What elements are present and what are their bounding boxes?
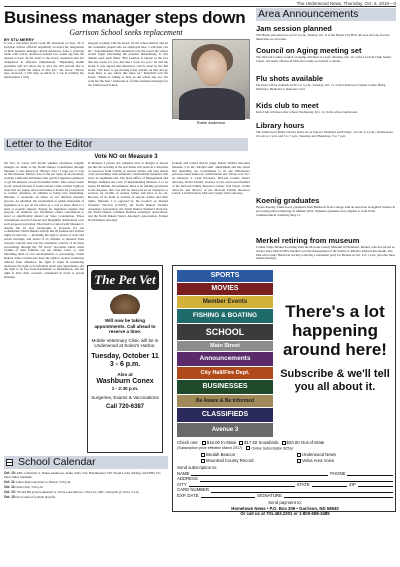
option-out-of-state-checkbox[interactable]	[282, 441, 286, 445]
area-body-jam: The Hazen jam session is set for 6 p.m., Sunday, Oct. 9, at the Hazen City Hall. All area and out-of-town musicians are welcome.	[256, 33, 390, 41]
payment-address: Hometown News • P.O. Box 309 • Garrison, ND 58540	[231, 505, 339, 511]
lead-headline: Business manager steps down	[4, 8, 246, 27]
option-online-label: Online Subscription $25/yr	[251, 445, 294, 450]
field-name-input[interactable]	[191, 472, 328, 477]
area-body-council: The McLean County Council on Aging will meet at 1 p.m., Monday, Oct. 10, at the Lewis & Clark Senior Center. All senior citizens in McLean County are invited to attend.	[256, 55, 392, 63]
calendar-icon	[6, 459, 13, 466]
field-address-label: ADDRESS	[177, 476, 198, 482]
subscription-ad	[172, 265, 396, 517]
field-state-label: STATE	[296, 481, 310, 487]
petvet-line-1: Will now be taking appointments. Call ahead to reserve a time.	[94, 318, 156, 335]
field-card-label: CARD NUMBER	[177, 487, 209, 493]
paper-underwood-checkbox[interactable]	[297, 453, 301, 457]
send-to-label: Send subscription to:	[177, 465, 218, 471]
collage-avenue: Avenue 3	[177, 423, 273, 437]
lead-column-2: enjoyed working with the board, for the school district and all the wonderful people who are employed here. I will miss you all." Superintendent Nick Klemisch told the board the school would begin advertising the position immediately. It will remain open until filled. "Her position is unique in the fact that she works for you, just like I work for you," he told the board. It was agreed that interviews will be done by the full board. "We have to get moving fairly quickly on this and go from there to see where this takes us," Klemisch told the board. "Robin is willing to help us out where she can. We want her the best." Anderson is a former business manager for the Underwood School.	[88, 42, 168, 87]
letter-column-3: General and retired district judge Robert Wefald describes Measure 3 as the "kitchen sink" amendment and has stated that amending our Constitution to fit one billionaire's personal cause makes no constitutional law. Please vote "no" on Measure 3. Ladd Erickson, McLean County State's Attorney. David Lindell, attorney at law, and board member of the McLean Family Resource Center. Jodi Olson, victim advocate and director of the McLean Family Resource Center. Ladd Erickson, McLean County state's attorney	[172, 162, 250, 196]
option-out-of-state-label: $20.00 Out-of-State	[286, 440, 325, 445]
option-in-state-checkbox[interactable]	[202, 441, 206, 445]
list-item: Oct. 11: junior high volleyball vs. Hazen, 3:30 p.m.	[4, 479, 72, 484]
collage-be-aware: Be Aware & Be Informed	[177, 395, 273, 407]
collage-movies: MOVIES	[177, 283, 273, 295]
petvet-ad	[87, 265, 163, 453]
petvet-date: Tuesday, October 11	[91, 352, 159, 360]
koenig-heading: Koenig graduates	[256, 196, 320, 205]
petvet-line-2: Mobile Veterinary Clinic will be in Underwood at Soleo's Harbor.	[91, 337, 159, 349]
collage-classifieds: CLASSIFIEDS	[177, 408, 273, 422]
school-calendar-title: School Calendar	[4, 456, 168, 469]
list-item: Oct. 10: ABC volleyball vs. Drake-Anamoose, home; Kids; Star; Bandmasters; Fall; North Lucky Stirling, fun ENRL Flo Show Shine Sunshine	[4, 471, 161, 479]
area-heading-jam: Jam session planned	[256, 24, 332, 33]
option-snowbirds-label: $17.50 Snowbirds	[244, 440, 279, 445]
field-phone-input[interactable]	[347, 472, 393, 477]
petvet-time: 3 - 6 p.m.	[109, 360, 141, 368]
collage-announcements: Announcements	[177, 352, 273, 366]
school-calendar-list	[4, 472, 168, 501]
promo-subline: Subscribe & we'll tell you all about it.	[280, 368, 390, 393]
petvet-also: Also at	[117, 371, 133, 377]
list-item: Oct. 15: first round of football playoffs.	[4, 494, 57, 499]
letter-column-1: On Nov. 8, voters will decide whether enormous, lengthy changes are made to the North Dakota Constitution through Measure 3, also known as "Marsy's Law." I urge you to vote on this measure. Marsy's Law is the pet cause of an extremely wealthy California billionaire who paid for signature gatherers to get his measure on our November ballot. This causes issues in our system because it would elevate crime victims' rights in ways that are vague, and would make it harder for prosecutors to convict offenders. In addition to being very misleading, Measure 3 represents an abuse of our initiated measure process. As intended, the requirement to gather thousands of signatures is to get on the ballot as a way to show there is a need or popular support. Paying for signatures negates that purpose. In addition, our forefathers called conventions to enact or significantly amend our State Constitution. These conventions involved debate and thoughtful deliberation over each proposed provision. That hasn't occurred with Measure 3, despite the 10 new paragraphs it proposes for our Constitution. North Dakota already has 28 enumerated victims rights in state law — including the right to notice of court and parole hearings, and notice if an offender is released from custody. Current state law has automatic waivers of all these proceedings through the "93 Saver" provision where crime victims of their families can get emails, texts, or calls informing them of case developments or proceedings. North Dakota crime victims also have the right to receive restitution ordered from offenders, the right to input in sentencing decisions, the right to be informed about plea agreements, and the right to be free from harassment or intimidation, and the right to have their concerns considered in bond or parole hearings.	[4, 162, 84, 279]
letter-title: Letter to the Editor	[4, 138, 248, 151]
promo-headline: There's a lot happening around here!	[283, 302, 387, 359]
petvet-services: Surgeries, Exams & Vaccinations	[91, 395, 159, 401]
area-heading-kids: Kids club to meet	[256, 101, 319, 110]
collage-fishing: FISHING & BOATING	[177, 309, 273, 323]
paper-velva-label: Velva Area Voice	[302, 457, 335, 463]
field-signature-label: SIGNATURE	[257, 492, 282, 498]
paper-velva-checkbox[interactable]	[297, 459, 301, 463]
page-header	[4, 1, 396, 7]
field-zip-input[interactable]	[358, 483, 393, 488]
field-city-label: CITY	[177, 481, 187, 487]
lead-byline: BY STU MERRY	[4, 37, 35, 42]
area-body-flu: Flu shots will be available from 1 to 3 p.m., Tuesday, Oct. 11, at the Underwood Senior Center. Bring Medicare, Medicaid or insurance card.	[256, 83, 386, 91]
petvet-call: Call 720-6387	[105, 403, 145, 410]
petvet-location: Washburn Conex	[96, 377, 154, 385]
lead-photo-caption: Robin Anderson	[196, 120, 226, 125]
field-exp-label: EXP. DATE	[177, 492, 199, 498]
collage-city-hall: City Hall/Fire Dept.	[177, 367, 273, 379]
subscription-form	[177, 440, 393, 517]
merkel-body: Connie Trilgo Merkel is retiring from the McLean County Museum in Washburn. Merkel, who has served as curator since March 2005, handled over the management of the facility to Rhonda Johnson this month. The McLean County Historical Society is having a retirement party for Merkel on Oct. 9 at 1 p.m., just after their annual meeting.	[256, 245, 395, 261]
area-heading-library: Library hours	[256, 121, 305, 130]
list-item: Oct. 13: 7th and 8th grade basketball vs. Turtle Lake-Mercer, 4:30 p.m.; ABC volleyball @ Velva, 5 p.m.	[4, 489, 140, 494]
letter-subhead: Vote NO on Measure 3	[94, 154, 158, 160]
collage-sports: SPORTS	[177, 270, 273, 282]
area-body-library: The Underwood Public Library hours are as follows: Mondays and Fridays, 10 a.m. to 2 p.m.; Wednesdays, 10 a.m. to 2 p.m. and 5 to 7 p.m.; Tuesdays and Thursdays, 5 to 7 p.m.	[256, 130, 394, 138]
petvet-logo: The Pet Vet	[91, 270, 159, 290]
area-body-kids: Kids Club will meet after school, Wednesday, Oct. 12, in the school lunchroom.	[256, 110, 358, 114]
dog-icon	[110, 294, 140, 314]
merkel-heading: Merkel retiring from museum	[256, 236, 360, 245]
area-announcements-title: Area Announcements	[256, 8, 396, 21]
option-snowbirds-checkbox[interactable]	[239, 441, 243, 445]
area-heading-council: Council on Aging meeting set	[256, 46, 362, 55]
paper-mountrail-label: Mountrail County Record	[206, 457, 254, 463]
list-item: Oct. 12: Kids Club, 3:30 p.m.	[4, 484, 44, 489]
field-card-input[interactable]	[211, 488, 393, 493]
payment-label: Send payment to:	[268, 500, 302, 506]
option-price-note: (Subscription price effective March 2017)	[177, 445, 243, 450]
field-signature-input[interactable]	[284, 494, 393, 499]
field-name-label: NAME	[177, 470, 190, 476]
option-online-checkbox[interactable]	[246, 446, 250, 450]
collage-school: SCHOOL	[177, 324, 273, 340]
promo-collage	[177, 270, 273, 438]
koenig-body: Payton Koenig, Underwood, graduated from Bismarck State College with an Associate in Applied Science in processing plant technology in summer 2016. Semester graduates were eligible to walk in the commencement ceremony May 11.	[256, 205, 396, 217]
field-exp-input[interactable]	[201, 494, 256, 499]
field-state-input[interactable]	[312, 483, 347, 488]
paper-underwood-label: Underwood News	[302, 452, 336, 458]
paper-mountrail-checkbox[interactable]	[201, 459, 205, 463]
option-in-state-label: $15.00 In-State	[206, 440, 237, 445]
collage-member-events: Member Events	[177, 296, 273, 308]
field-zip-label: ZIP	[349, 481, 356, 487]
lead-column-1: It was a tear-filled board room the afternoon of Sept. 29 at Garrison School officials regretfully accepted the resignation of their business manager, Robin Anderson. After a yearlong battle with cancer, Anderson learned two weeks ago that the disease is back. In her letter to the board, Anderson said her resignation is effective immediately. "Impending health problems will not allow me to give the 100 percent that is needed to fulfill the duties of this job," she wrote. "Please note, however, I will help as much as I can in training my replacement. I truly	[4, 42, 84, 80]
payment-phone: Or call us at 701.463.2201 or 1-800-658-3485	[240, 511, 330, 517]
petvet-time-2: 1 - 2:30 p.m.	[111, 385, 139, 391]
letter-column-2: If Measure 3 passes, the complete lack of thought or debate put into the wording of the provisions will result in a diversion of resources from victims of serious crimes, and long drawn court proceedings with unfunded constitutional mandates that serve no legitimate end. The State Office of Management and Budget estimates the costs of implementing Measure 3 to be nearly $3 million. Nevertheless, there is no funding provisions in the measure, that cost will be often placed on taxpayers or services for victims of serious crimes will have to be cut. Because of its harm to victims of serious crimes and their rights, Measure 3 is opposed by the Council on Abused Women's Services (CAWS), the North Dakota Victim's Assistance Association, the North Dakota Women's Network, the North Dakota Criminal Defense Attorneys' Association, and the North Dakota State's Attorney's Association. Former North Dakota Attorney	[88, 162, 168, 222]
area-heading-flu: Flu shots available	[256, 74, 324, 83]
paper-beulah-label: Beulah Beacon	[206, 452, 236, 458]
paper-beulah-checkbox[interactable]	[201, 453, 205, 457]
lead-subhead: Garrison School seeks replacement	[69, 28, 183, 37]
lead-photo	[172, 39, 250, 119]
page-header-right: The Underwood News, Thursday, Oct. 6, 2016—3	[296, 1, 396, 6]
collage-main-street: Main Street	[177, 341, 273, 351]
check-one-label: Check one:	[177, 440, 199, 445]
collage-businesses: BUSINESSES	[177, 380, 273, 394]
field-phone-label: PHONE	[330, 470, 346, 476]
